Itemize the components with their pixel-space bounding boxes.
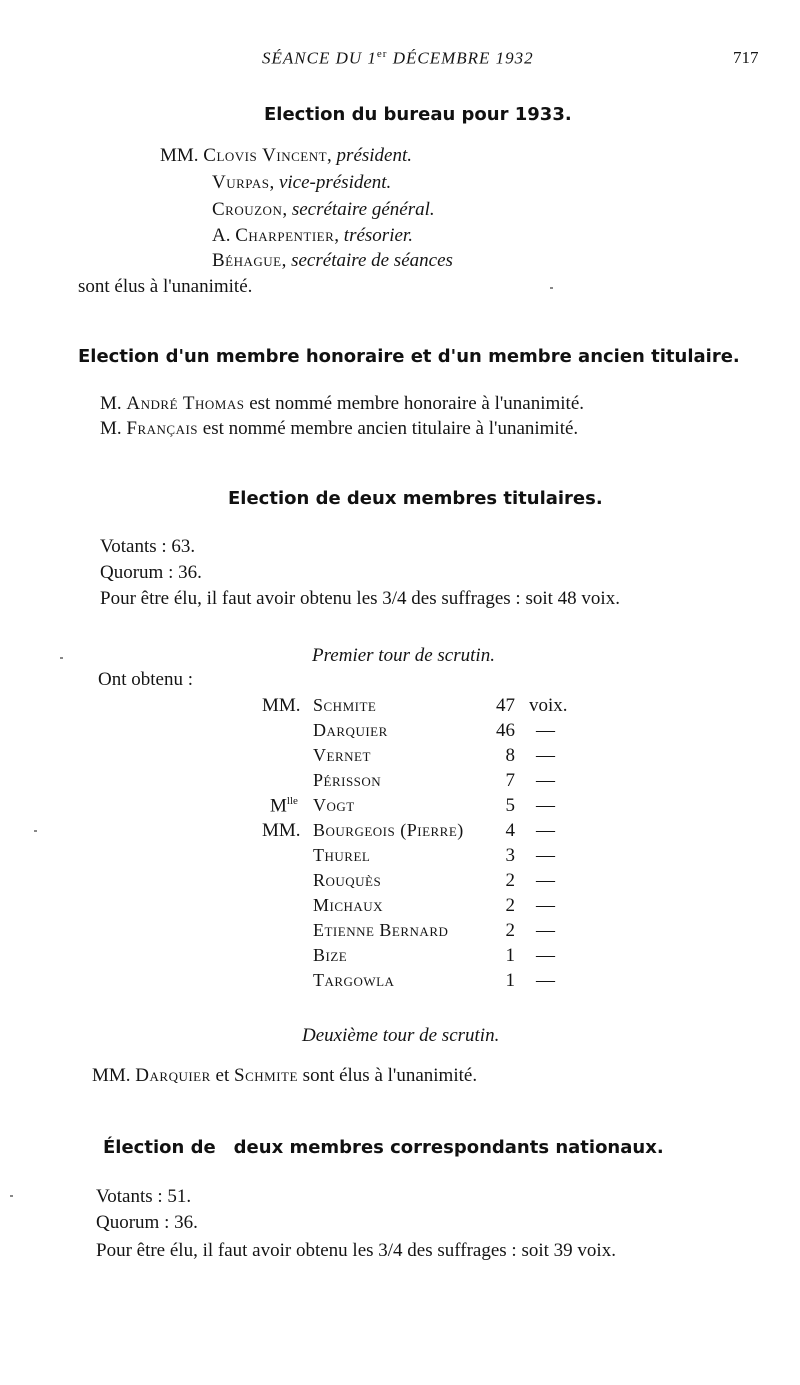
result-votes: 4	[505, 820, 515, 841]
running-head	[262, 48, 534, 69]
result-votes: 1	[505, 970, 515, 991]
scan-speck	[550, 287, 553, 289]
result-unit: —	[536, 795, 555, 816]
scan-speck	[60, 657, 63, 659]
result-name: Darquier	[313, 720, 388, 740]
result-unit: —	[536, 970, 555, 991]
result-votes: 3	[505, 845, 515, 866]
result-unit: —	[536, 895, 555, 916]
result-name: Bourgeois (Pierre)	[313, 820, 464, 840]
titulaires-final: MM. Darquier et Schmite sont élus à l'unanimité.	[92, 1065, 478, 1086]
result-unit: —	[536, 820, 555, 841]
honoraire-line: M. André Thomas est nommé membre honoraire à l'unanimité.	[100, 393, 584, 414]
result-name: Vernet	[313, 745, 371, 765]
result-votes: 46	[496, 720, 515, 741]
page-number: 717	[733, 48, 759, 67]
bureau-line: A. Charpentier, trésorier.	[212, 225, 413, 246]
result-name: Rouquès	[313, 870, 382, 890]
result-name: Vogt	[313, 795, 355, 815]
result-prefix: MM.	[262, 820, 301, 841]
scan-speck	[10, 1195, 13, 1197]
premier-tour-heading: Premier tour de scrutin.	[312, 645, 495, 666]
titulaires-votants: Votants : 63.	[100, 536, 196, 557]
result-votes: 5	[505, 795, 515, 816]
bureau-line: Béhague, secrétaire de séances	[212, 250, 453, 271]
bureau-conclusion: sont élus à l'unanimité.	[78, 276, 253, 297]
result-votes: 7	[505, 770, 515, 791]
correspondants-quorum: Quorum : 36.	[96, 1212, 198, 1233]
result-unit: —	[536, 720, 555, 741]
bureau-line: Crouzon, secrétaire général.	[212, 199, 435, 220]
result-name: Bize	[313, 945, 348, 965]
result-unit: —	[536, 770, 555, 791]
bureau-title: Election du bureau pour 1933.	[264, 104, 572, 125]
bureau-line: Vurpas, vice-président.	[212, 172, 392, 193]
scan-speck	[34, 830, 37, 832]
result-prefix: MM.	[262, 695, 301, 716]
result-unit: voix.	[529, 695, 568, 716]
result-votes: 2	[505, 920, 515, 941]
ont-obtenu-label: Ont obtenu :	[98, 669, 193, 690]
result-unit: —	[536, 870, 555, 891]
titulaires-quorum: Quorum : 36.	[100, 562, 202, 583]
result-votes: 2	[505, 895, 515, 916]
running-head-date: DÉCEMBRE 1932	[387, 48, 534, 68]
titulaires-title: Election de deux membres titulaires.	[228, 488, 603, 509]
correspondants-votants: Votants : 51.	[96, 1186, 192, 1207]
ancien-titulaire-line: M. Français est nommé membre ancien titulaire à l'unanimité.	[100, 418, 579, 439]
result-votes: 2	[505, 870, 515, 891]
result-name: Michaux	[313, 895, 384, 915]
result-name: Thurel	[313, 845, 371, 865]
result-unit: —	[536, 920, 555, 941]
result-votes: 8	[505, 745, 515, 766]
result-unit: —	[536, 945, 555, 966]
honoraire-title: Election d'un membre honoraire et d'un membre ancien titulaire.	[78, 346, 740, 367]
result-prefix: $M^{lle}$	[270, 795, 298, 817]
result-votes: 1	[505, 945, 515, 966]
running-head-sup: er	[376, 48, 388, 60]
result-name: Schmite	[313, 695, 377, 715]
correspondants-majority: Pour être élu, il faut avoir obtenu les 3/4 des suffrages : soit 39 voix.	[96, 1240, 616, 1261]
deuxieme-tour-heading: Deuxième tour de scrutin.	[302, 1025, 500, 1046]
result-name: Etienne Bernard	[313, 920, 449, 940]
running-head-text: SÉANCE DU 1	[262, 48, 377, 68]
result-name: Périsson	[313, 770, 382, 790]
result-name: Targowla	[313, 970, 395, 990]
result-unit: —	[536, 745, 555, 766]
bureau-line: MM. Clovis Vincent, président.	[160, 145, 413, 166]
titulaires-majority: Pour être élu, il faut avoir obtenu les 3/4 des suffrages : soit 48 voix.	[100, 588, 620, 609]
correspondants-title: Élection de deux membres correspondants nationaux.	[103, 1137, 664, 1158]
result-votes: 47	[496, 695, 515, 716]
result-unit: —	[536, 845, 555, 866]
